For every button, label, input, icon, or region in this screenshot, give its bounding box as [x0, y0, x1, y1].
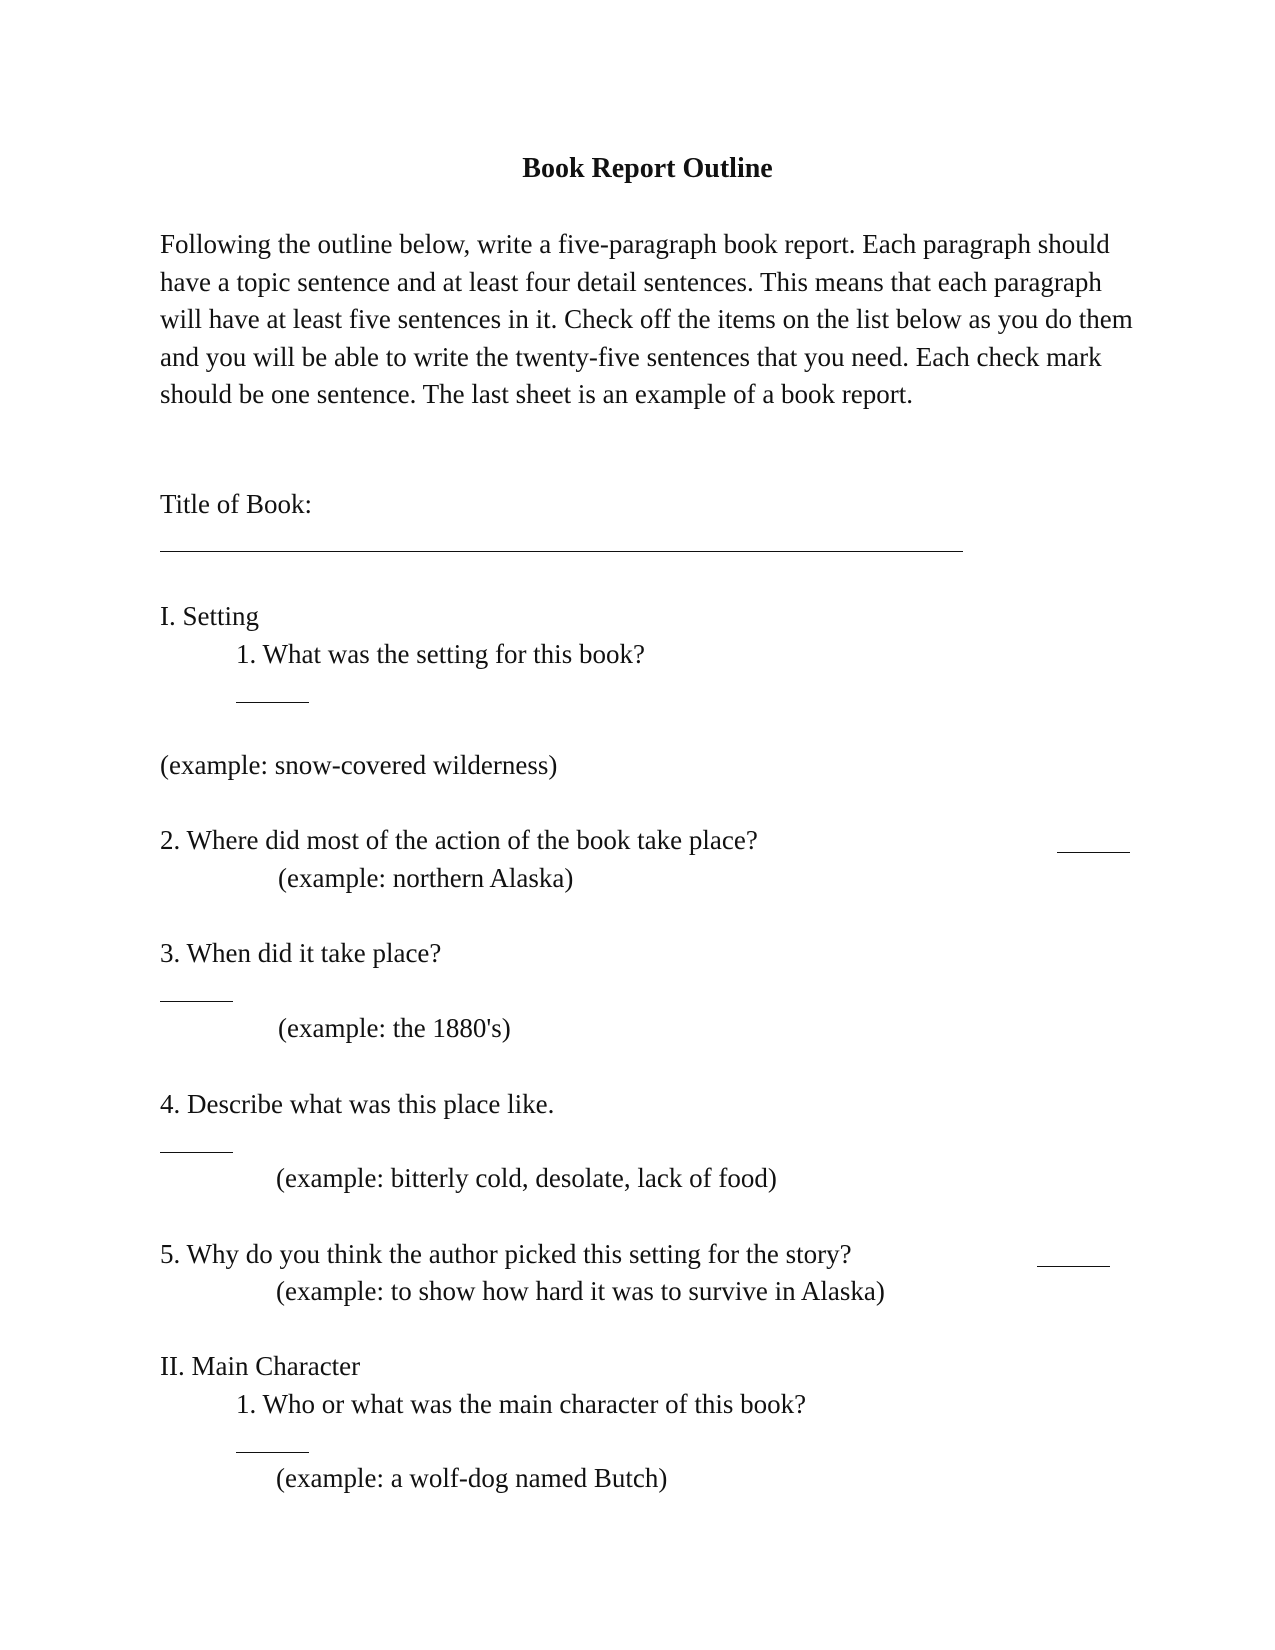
- checkoff-blank[interactable]: [1037, 1266, 1110, 1267]
- question-setting-5: 5. Why do you think the author picked this setting for the story?: [160, 1239, 852, 1269]
- intro-paragraph: Following the outline below, write a five-paragraph book report. Each paragraph should have a topic sentence and at least four detail sentences. This means that each paragraph will have at least five sentences in it. Check off the items on the list below as you do them and you will be able to write the twenty-five sentences that you need. Each check mark should be one sentence. The last sheet is an example of a book report.: [160, 229, 1133, 410]
- checkoff-blank[interactable]: [236, 1452, 309, 1453]
- question-setting-4: 4. Describe what was this place like.: [160, 1089, 555, 1119]
- example-setting-1: (example: snow-covered wilderness): [160, 750, 558, 780]
- book-title-label: Title of Book:: [160, 489, 313, 519]
- section-heading-setting: I. Setting: [160, 601, 259, 631]
- question-setting-3: 3. When did it take place?: [160, 938, 442, 968]
- example-setting-5: (example: to show how hard it was to survive in Alaska): [276, 1276, 885, 1306]
- question-setting-2: 2. Where did most of the action of the book take place?: [160, 825, 758, 855]
- example-setting-2: (example: northern Alaska): [278, 863, 574, 893]
- checkoff-blank[interactable]: [236, 702, 309, 703]
- question-setting-1: 1. What was the setting for this book?: [236, 639, 645, 669]
- example-setting-3: (example: the 1880's): [278, 1013, 511, 1043]
- question-main-character-1: 1. Who or what was the main character of this book?: [236, 1389, 807, 1419]
- example-setting-4: (example: bitterly cold, desolate, lack of food): [276, 1163, 777, 1193]
- checkoff-blank[interactable]: [160, 1152, 233, 1153]
- checkoff-blank[interactable]: [160, 1001, 233, 1002]
- example-main-character-1: (example: a wolf-dog named Butch): [276, 1463, 668, 1493]
- checkoff-blank[interactable]: [1057, 852, 1130, 853]
- section-heading-main-character: II. Main Character: [160, 1351, 361, 1381]
- book-title-answer-line[interactable]: [160, 551, 963, 552]
- document-title: Book Report Outline: [522, 153, 773, 184]
